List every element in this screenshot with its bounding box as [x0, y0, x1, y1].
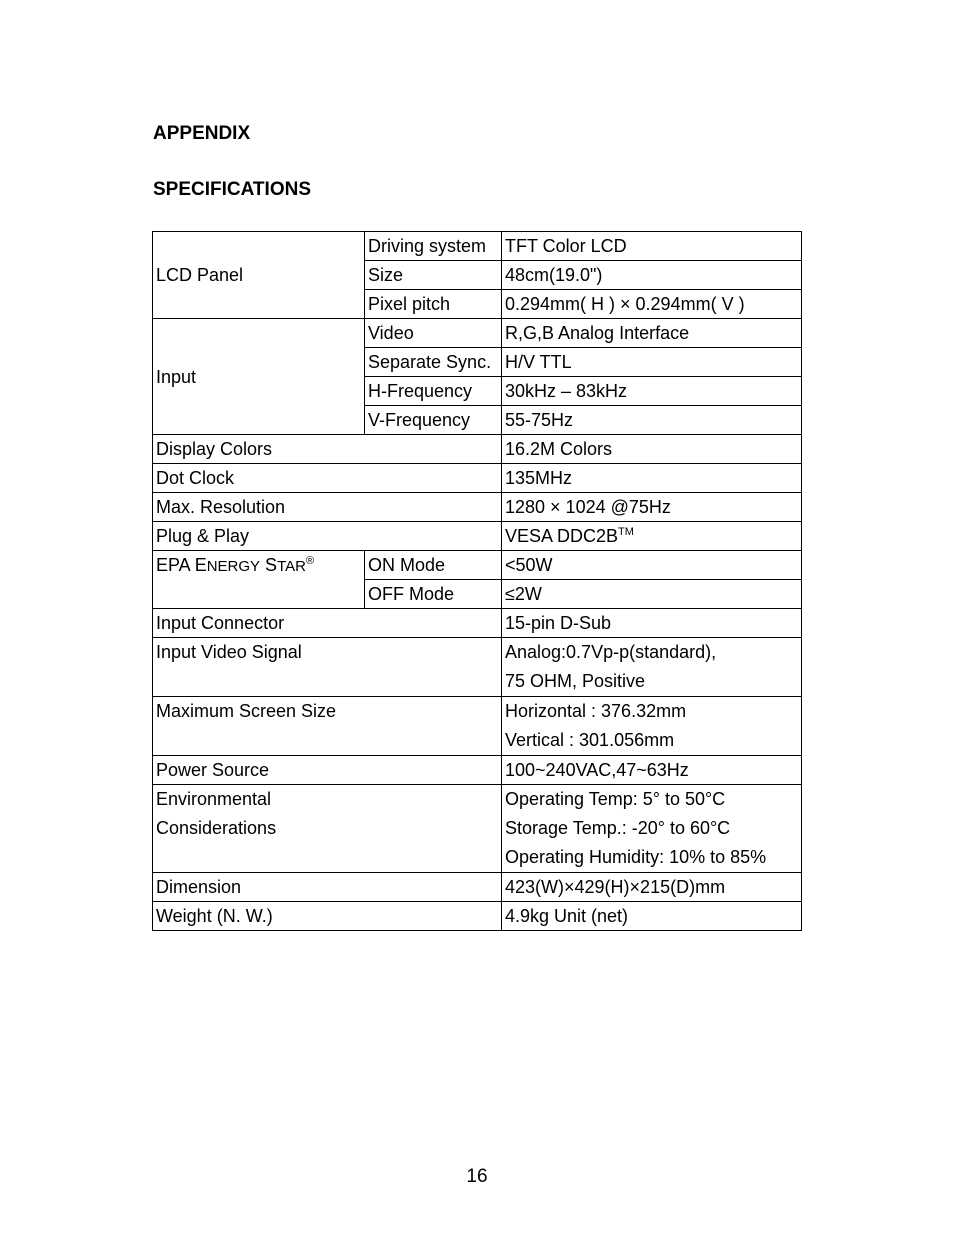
input-video-signal-line-1: Analog:0.7Vp-p(standard), — [505, 642, 717, 662]
epa-label-s: S — [260, 555, 278, 575]
epa-label-small-1: NERGY — [206, 558, 261, 575]
table-row — [153, 697, 802, 756]
epa-label-small-2: TAR — [277, 558, 306, 575]
pixel-pitch-label: Pixel pitch — [365, 290, 502, 319]
environmental-value — [502, 785, 802, 873]
table-row — [153, 785, 802, 873]
h-frequency-value: 30kHz – 83kHz — [502, 377, 802, 406]
plug-play-label: Plug & Play — [153, 522, 502, 551]
epa-label-prefix: EPA E — [156, 555, 207, 575]
epa-energy-star-label — [153, 551, 365, 609]
max-screen-size-line-1: Horizontal : 376.32mm — [505, 701, 687, 721]
display-colors-value: 16.2M Colors — [502, 435, 802, 464]
input-connector-label: Input Connector — [153, 609, 502, 638]
v-frequency-label: V-Frequency — [365, 406, 502, 435]
plug-play-value — [502, 522, 802, 551]
dimension-label: Dimension — [153, 873, 502, 902]
size-label: Size — [365, 261, 502, 290]
specifications-table — [152, 231, 802, 931]
environmental-line-2: Storage Temp.: -20° to 60°C — [505, 818, 731, 838]
table-row — [153, 319, 802, 348]
max-screen-size-value — [502, 697, 802, 756]
plug-play-value-text: VESA DDC2B — [505, 526, 619, 546]
table-row — [153, 551, 802, 580]
weight-label: Weight (N. W.) — [153, 902, 502, 931]
environmental-line-1: Operating Temp: 5° to 50°C — [505, 789, 726, 809]
separate-sync-label: Separate Sync. — [365, 348, 502, 377]
dot-clock-label: Dot Clock — [153, 464, 502, 493]
max-resolution-label: Max. Resolution — [153, 493, 502, 522]
dot-clock-value: 135MHz — [502, 464, 802, 493]
table-row — [153, 493, 802, 522]
trademark-mark: TM — [618, 526, 634, 538]
on-mode-value: <50W — [502, 551, 802, 580]
table-row — [153, 873, 802, 902]
table-row — [153, 435, 802, 464]
input-video-signal-value — [502, 638, 802, 697]
off-mode-value: ≤2W — [502, 580, 802, 609]
environmental-line-3: Operating Humidity: 10% to 85% — [505, 847, 767, 867]
driving-system-label: Driving system — [365, 232, 502, 261]
table-row — [153, 902, 802, 931]
environmental-label-line-1: Environmental — [156, 789, 272, 809]
environmental-label-line-2: Considerations — [156, 818, 277, 838]
page-number: 16 — [466, 1166, 488, 1187]
power-source-value: 100~240VAC,47~63Hz — [502, 756, 802, 785]
appendix-heading: APPENDIX — [153, 123, 251, 144]
size-value: 48cm(19.0") — [502, 261, 802, 290]
environmental-label — [153, 785, 502, 873]
on-mode-label: ON Mode — [365, 551, 502, 580]
max-resolution-value: 1280 × 1024 @75Hz — [502, 493, 802, 522]
h-frequency-label: H-Frequency — [365, 377, 502, 406]
table-row — [153, 638, 802, 697]
power-source-label: Power Source — [153, 756, 502, 785]
registered-mark: ® — [305, 555, 315, 567]
lcd-panel-label: LCD Panel — [153, 232, 365, 319]
table-row — [153, 756, 802, 785]
table-row — [153, 609, 802, 638]
v-frequency-value: 55-75Hz — [502, 406, 802, 435]
display-colors-label: Display Colors — [153, 435, 502, 464]
dimension-value: 423(W)×429(H)×215(D)mm — [502, 873, 802, 902]
max-screen-size-line-2: Vertical : 301.056mm — [505, 730, 675, 750]
off-mode-label: OFF Mode — [365, 580, 502, 609]
weight-value: 4.9kg Unit (net) — [502, 902, 802, 931]
video-value: R,G,B Analog Interface — [502, 319, 802, 348]
table-row — [153, 522, 802, 551]
pixel-pitch-value: 0.294mm( H ) × 0.294mm( V ) — [502, 290, 802, 319]
specifications-heading: SPECIFICATIONS — [153, 179, 311, 200]
input-video-signal-label: Input Video Signal — [153, 638, 502, 697]
max-screen-size-label: Maximum Screen Size — [153, 697, 502, 756]
table-row — [153, 232, 802, 261]
input-connector-value: 15-pin D-Sub — [502, 609, 802, 638]
video-label: Video — [365, 319, 502, 348]
input-video-signal-line-2: 75 OHM, Positive — [505, 671, 646, 691]
input-label: Input — [153, 319, 365, 435]
driving-system-value: TFT Color LCD — [502, 232, 802, 261]
separate-sync-value: H/V TTL — [502, 348, 802, 377]
table-row — [153, 464, 802, 493]
